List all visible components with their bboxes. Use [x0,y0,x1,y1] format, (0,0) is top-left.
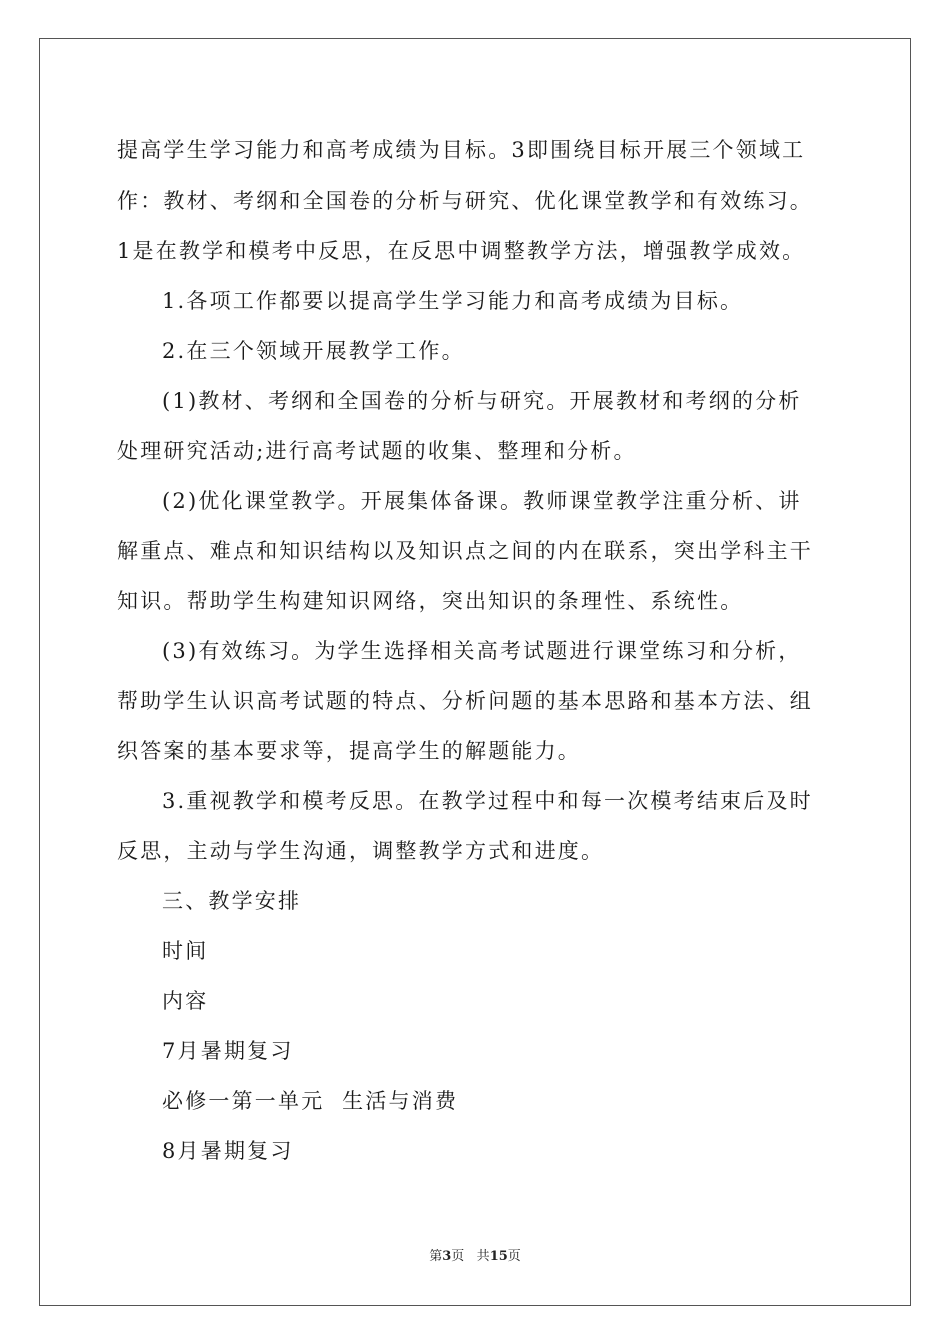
paragraph-line: 1是在教学和模考中反思，在反思中调整教学方法，增强教学成效。 [117,239,806,263]
paragraph-line: 反思，主动与学生沟通，调整教学方式和进度。 [117,839,605,863]
table-header-content: 内容 [162,989,209,1013]
paragraph-line: 提高学生学习能力和高考成绩为目标。3即围绕目标开展三个领域工 [117,138,806,162]
sub-item: (2)优化课堂教学。开展集体备课。教师课堂教学注重分析、讲 [162,489,802,513]
schedule-month: 7月暑期复习 [162,1039,294,1063]
paragraph-line: 织答案的基本要求等，提高学生的解题能力。 [117,739,581,763]
footer-page-suffix: 页 [451,1249,465,1264]
page-footer [0,1248,950,1266]
schedule-month: 8月暑期复习 [162,1139,294,1163]
sub-item: (3)有效练习。为学生选择相关高考试题进行课堂练习和分析， [162,639,802,663]
list-item: 1.各项工作都要以提高学生学习能力和高考成绩为目标。 [162,289,744,313]
footer-page-prefix: 第 [429,1249,443,1264]
footer-total-number: 15 [489,1249,508,1264]
list-item: 3.重视教学和模考反思。在教学过程中和每一次模考结束后及时 [162,789,813,813]
paragraph-line: 作：教材、考纲和全国卷的分析与研究、优化课堂教学和有效练习。 [117,189,813,213]
footer-total-suffix: 页 [507,1249,521,1264]
paragraph-line: 解重点、难点和知识结构以及知识点之间的内在联系，突出学科主干 [117,539,813,563]
footer-total-prefix: 共 [476,1249,490,1264]
footer-page-number: 3 [442,1249,452,1264]
paragraph-line: 处理研究活动;进行高考试题的收集、整理和分析。 [117,439,637,463]
paragraph-line: 知识。帮助学生构建知识网络，突出知识的条理性、系统性。 [117,589,744,613]
section-heading: 三、教学安排 [162,889,302,913]
sub-item: (1)教材、考纲和全国卷的分析与研究。开展教材和考纲的分析 [162,389,802,413]
table-header-time: 时间 [162,939,209,963]
paragraph-line: 帮助学生认识高考试题的特点、分析问题的基本思路和基本方法、组 [117,689,813,713]
schedule-content: 必修一第一单元 生活与消费 [162,1089,459,1113]
list-item: 2.在三个领域开展教学工作。 [162,339,465,363]
